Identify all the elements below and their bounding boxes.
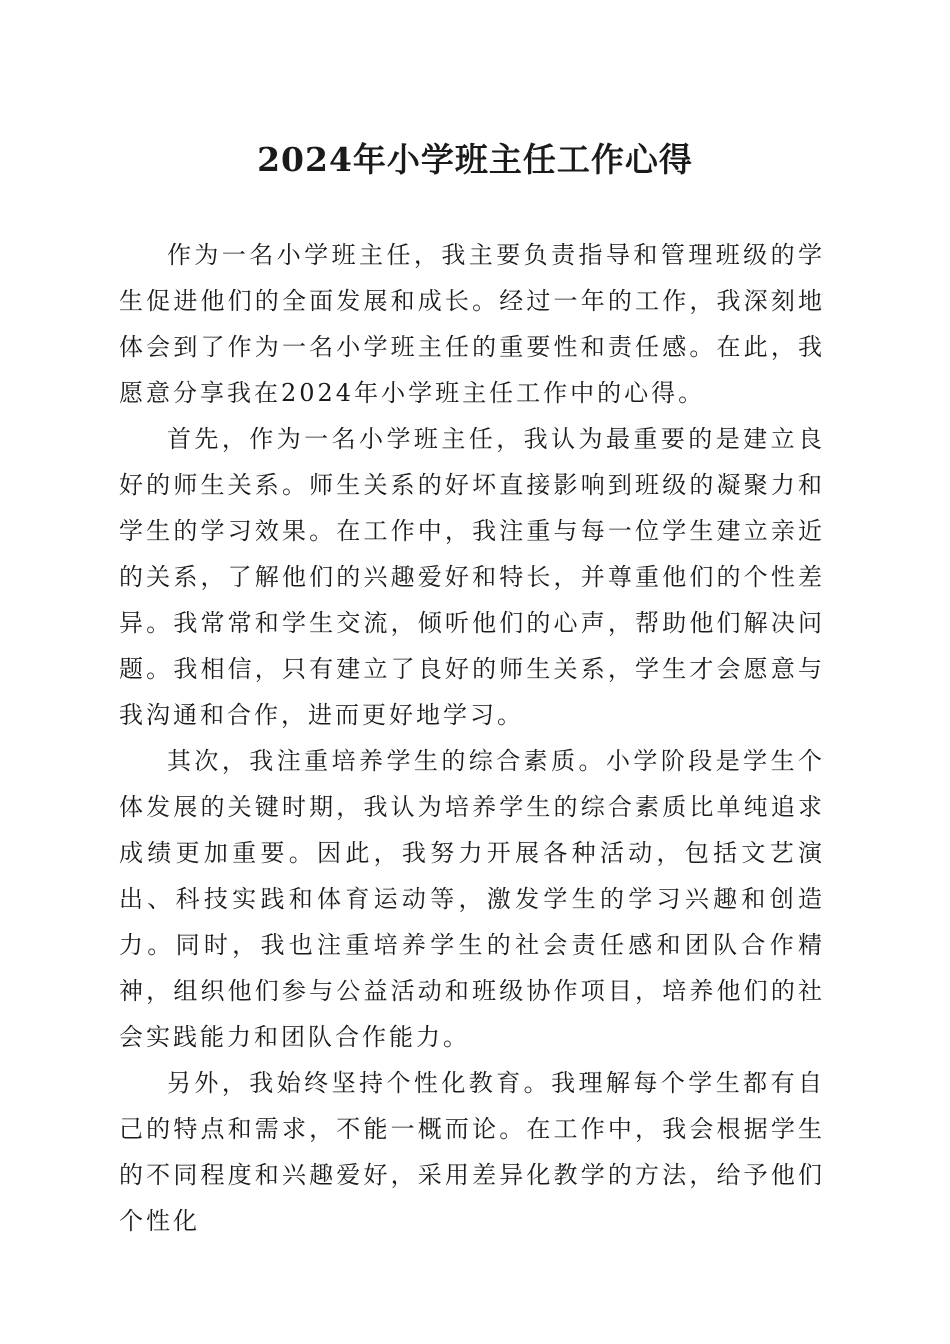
document-body [119, 232, 825, 1244]
paragraph: 其次，我注重培养学生的综合素质。小学阶段是学生个体发展的关键时期，我认为培养学生的综合素质比单纯追求成绩更加重要。因此，我努力开展各种活动，包括文艺演出、科技实践和体育运动等，激发学生的学习兴趣和创造力。同时，我也注重培养学生的社会责任感和团队合作精神，组织他们参与公益活动和班级协作项目，培养他们的社会实践能力和团队合作能力。 [119, 747, 825, 1051]
paragraph: 作为一名小学班主任，我主要负责指导和管理班级的学生促进他们的全面发展和成长。经过一年的工作，我深刻地体会到了作为一名小学班主任的重要性和责任感。在此，我愿意分享我在2024年小学班主任工作中的心得。 [119, 241, 825, 407]
document-title: 2024年小学班主任工作心得 [257, 140, 693, 179]
paragraph: 首先，作为一名小学班主任，我认为最重要的是建立良好的师生关系。师生关系的好坏直接影响到班级的凝聚力和学生的学习效果。在工作中，我注重与每一位学生建立亲近的关系，了解他们的兴趣爱好和特长，并尊重他们的个性差异。我常常和学生交流，倾听他们的心声，帮助他们解决问题。我相信，只有建立了良好的师生关系，学生才会愿意与我沟通和合作，进而更好地学习。 [119, 425, 825, 729]
paragraph: 另外，我始终坚持个性化教育。我理解每个学生都有自己的特点和需求，不能一概而论。在工作中，我会根据学生的不同程度和兴趣爱好，采用差异化教学的方法，给予他们个性化 [119, 1069, 825, 1235]
